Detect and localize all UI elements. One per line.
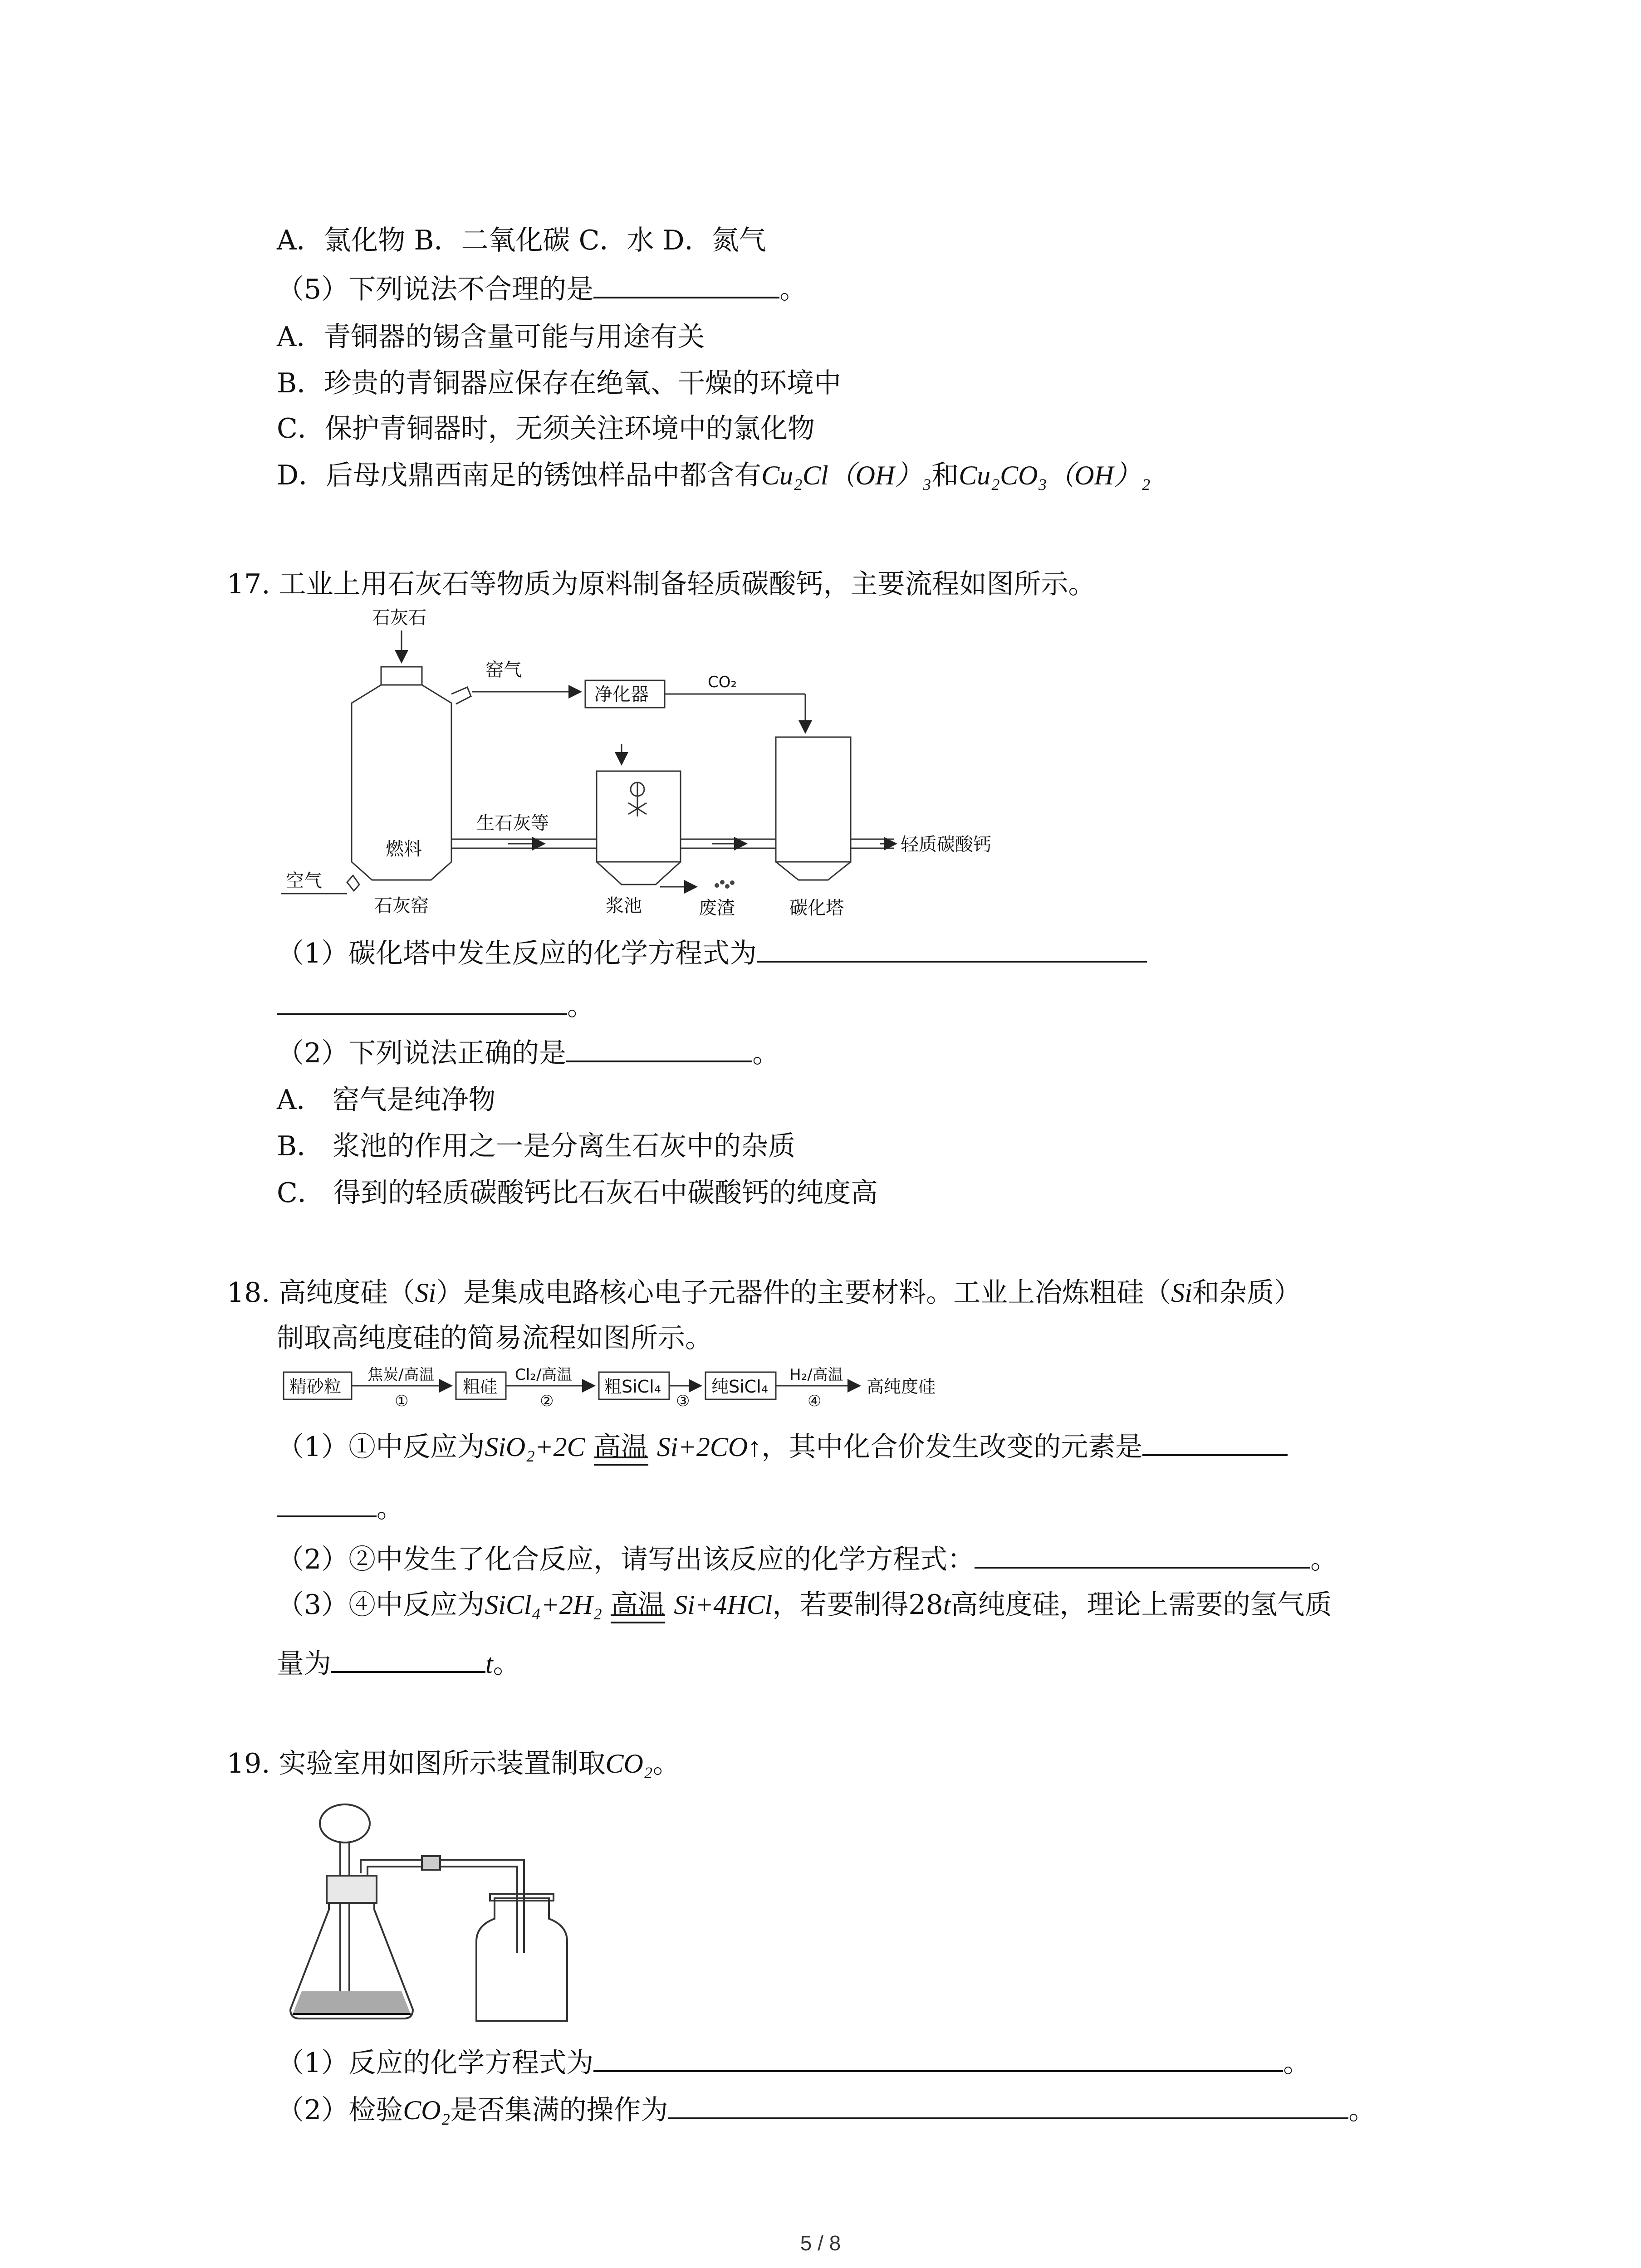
q17-q2-text: （2）下列说法正确的是 [277,1037,567,1069]
q17-option-b: B． 浆池的作用之一是分离生石灰中的杂质 [277,1130,796,1162]
flow-sand: 精砂粒 [289,1377,342,1397]
q18-q3 [277,1587,1332,1623]
q18-stem-a: 18. 高纯度硅（ [227,1277,415,1309]
formula: SiCl₄+2H₂ [485,1590,603,1620]
answer-blank[interactable] [757,935,1147,963]
punct: 。 [752,1037,780,1069]
q16-options-4: A．氯化物 B．二氧化碳 C．水 D．氮气 [277,225,766,256]
answer-blank[interactable] [1142,1429,1288,1456]
q18-stem-line1 [227,1275,1301,1311]
answer-blank[interactable] [975,1541,1310,1569]
label-limestone: 石灰石 [372,607,426,628]
q19-q2-post: 是否集满的操作为 [450,2094,668,2126]
answer-blank[interactable] [593,2045,1283,2072]
formula: Cu₂CO₃（OH）₂ [959,460,1151,490]
q18-q1-cont [277,1490,404,1526]
flow-crude-sicl4: 粗SiCl₄ [604,1377,661,1397]
flow-product: 高纯度硅 [867,1377,936,1397]
q17-stem: 17. 工业上用石灰石等物质为原料制备轻质碳酸钙，主要流程如图所示。 [227,568,1096,600]
flow-n4: ④ [808,1392,822,1410]
flow-n2: ② [540,1392,554,1410]
answer-blank[interactable] [593,271,779,298]
reaction-condition: 高温 [611,1589,666,1621]
q18-q2-text: （2）②中发生了化合反应，请写出该反应的化学方程式： [277,1544,975,1575]
q16-q5-d-text: D．后母戊鼎西南足的锈蚀样品中都含有 [277,459,762,491]
q17-option-c: C． 得到的轻质碳酸钙比石灰石中碳酸钙的纯度高 [277,1177,878,1209]
q18-flow-diagram [281,1361,989,1415]
flow-pure-sicl4: 纯SiCl₄ [711,1377,769,1397]
formula: SiO₂+2C [485,1432,585,1462]
label-quicklime: 生石灰等 [476,813,549,834]
q16-q5-option-b: B．珍贵的青铜器应保存在绝氧、干燥的环境中 [277,367,842,399]
punct: 。 [652,1748,680,1779]
q16-q5-option-a: A．青铜器的锡含量可能与用途有关 [277,321,705,353]
label-fuel: 燃料 [386,839,422,860]
q18-stem-b: ）是集成电路核心电子元器件的主要材料。工业上冶炼粗硅（ [436,1277,1171,1309]
flow-n1: ① [395,1392,409,1410]
q18-q1 [277,1429,1288,1465]
answer-blank[interactable] [277,1490,377,1517]
q19-stem-text: 19. 实验室用如图所示装置制取 [227,1748,606,1779]
label-slurry-pool: 浆池 [606,895,642,916]
label-kiln: 石灰窑 [374,895,429,916]
punct: 。 [1348,2094,1376,2126]
flow-n3: ③ [676,1392,690,1410]
q18-q3-mid: ，若要制得28 [772,1589,943,1621]
formula: Si+2CO↑ [656,1432,762,1462]
q17-q1-text: （1）碳化塔中发生反应的化学方程式为 [277,938,757,969]
flow-step4: H₂/高温 [789,1366,843,1384]
q16-q5-stem-text: （5）下列说法不合理的是 [277,274,594,305]
q17-q1-cont [277,988,594,1024]
label-air: 空气 [286,870,322,891]
flow-step1: 焦炭/高温 [367,1366,435,1384]
q16-q5-stem [277,271,807,308]
page-number: 5 / 8 [800,2231,841,2255]
label-kiln-gas: 窑气 [485,660,522,680]
answer-blank[interactable] [566,1035,752,1062]
q17-q1-stem [277,935,1147,972]
q18-q1-post: ，其中化合价发生改变的元素是 [761,1431,1143,1463]
q18-q3-cont [277,1646,520,1682]
reaction-condition: 高温 [593,1431,648,1463]
unit: t [485,1649,493,1679]
q18-q3-pre: （3）④中反应为 [277,1589,485,1621]
punct: 。 [779,274,807,305]
flow-step2: Cl₂/高温 [515,1366,573,1384]
q19-q2-pre: （2）检验 [277,2094,403,2126]
label-co2: CO₂ [708,673,737,691]
formula: CO₂ [403,2095,451,2125]
q18-stem-line2: 制取高纯度硅的简易流程如图所示。 [277,1322,712,1354]
answer-blank[interactable] [331,1646,485,1673]
punct: 。 [567,990,594,1022]
label-waste: 废渣 [699,898,735,919]
punct: 。 [1283,2047,1311,2079]
formula: Si+4HCl [674,1590,773,1620]
q19-apparatus-figure [281,1796,590,2037]
formula: Cu₂Cl（OH）₃ [761,460,932,490]
q18-stem-c: 和杂质） [1192,1277,1301,1309]
q16-q5-d-and: 和 [931,459,959,491]
punct: 。 [1310,1544,1338,1575]
formula: CO₂ [605,1749,653,1779]
q16-q5-option-c: C．保护青铜器时，无须关注环境中的氯化物 [277,413,815,445]
q19-stem [227,1745,680,1782]
q17-option-a: A． 窑气是纯净物 [277,1084,496,1116]
q17-q2-stem [277,1035,779,1071]
label-product: 轻质碳酸钙 [901,834,991,855]
formula: Si [415,1278,436,1308]
q17-flow-diagram [272,603,1043,939]
punct: 。 [377,1492,404,1524]
flow-crude-si: 粗硅 [463,1377,498,1397]
q19-q1 [277,2045,1310,2081]
answer-blank[interactable] [277,988,567,1015]
q18-q3-post: 高纯度硅，理论上需要的氢气质 [950,1589,1332,1621]
q18-q2 [277,1541,1337,1578]
punct: 。 [493,1648,520,1680]
label-carbonation-tower: 碳化塔 [789,898,844,919]
label-purifier: 净化器 [594,684,649,705]
answer-blank[interactable] [668,2092,1348,2119]
unit: t [943,1590,951,1620]
formula: Si [1171,1278,1192,1308]
q16-q5-option-d [277,457,1151,494]
q19-q2 [277,2092,1376,2128]
q19-q1-text: （1）反应的化学方程式为 [277,2047,594,2079]
q18-q3-line2: 量为 [277,1648,331,1680]
q18-q1-pre: （1）①中反应为 [277,1431,485,1463]
